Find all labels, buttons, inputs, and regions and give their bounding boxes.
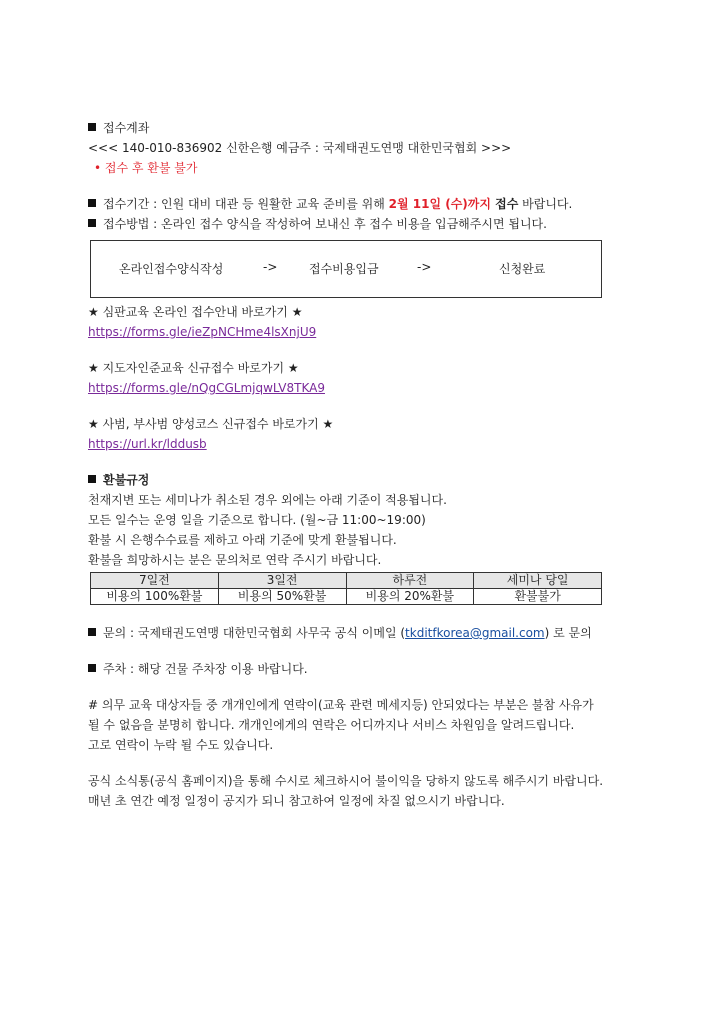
process-flow-box [90,240,602,298]
square-bullet-icon [88,664,96,672]
notice-line: 고로 연락이 누락 될 수도 있습니다. [88,738,274,752]
link-instructor-certification[interactable]: https://forms.gle/nQgCGLmjqwLV8TKA9 [88,381,325,395]
refund-value-cell: 비용의 50%환불 [218,589,346,605]
refund-table [90,572,602,605]
notice-line: 될 수 없음을 분명히 합니다. 개개인에게의 연락은 어디까지나 서비스 차원임을 알려드립니다. [88,718,575,732]
no-refund-note: • 접수 후 환불 불가 [94,161,198,175]
square-bullet-icon [88,123,96,131]
square-bullet-icon [88,475,96,483]
closing-line: 매년 초 연간 예정 일정이 공지가 되니 참고하여 일정에 차질 없으시기 바랍니다. [88,794,505,808]
refund-line: 환불을 희망하시는 분은 문의처로 연락 주시기 바랍니다. [88,553,382,567]
contact-suffix: ) 로 문의 [544,626,592,640]
notice-line: # 의무 교육 대상자들 중 개개인에게 연락이(교육 관련 메세지등) 안되었다는 부분은 불참 사유가 [88,698,594,712]
contact-line [88,623,648,643]
account-heading-line [88,118,648,138]
link-label-referee: ★ 심판교육 온라인 접수안내 바로가기 ★ [88,305,303,319]
account-heading: 접수계좌 [103,121,150,135]
period-bold-word: 접수 [490,197,519,211]
account-info: <<< 140-010-836902 신한은행 예금주 : 국제태권도연맹 대한민국협회 >>> [88,141,512,155]
refund-line: 천재지변 또는 세미나가 취소된 경우 외에는 아래 기준이 적용됩니다. [88,493,447,507]
refund-table-header-row [91,573,602,589]
refund-header-cell: 하루전 [346,573,474,589]
refund-value-cell: 비용의 20%환불 [346,589,474,605]
flow-arrow-2: -> [417,260,432,274]
method-text: 접수방법 : 온라인 접수 양식을 작성하여 보내신 후 접수 비용을 입금해주시면 됩니다. [103,217,547,231]
contact-prefix: 문의 : 국제태권도연맹 대한민국협회 사무국 공식 이메일 ( [103,626,406,640]
link-master-course[interactable]: https://url.kr/lddusb [88,437,207,451]
period-suffix: 바랍니다. [518,197,573,211]
refund-header-cell: 3일전 [218,573,346,589]
refund-value-cell: 환불불가 [474,589,602,605]
period-line [88,194,648,214]
refund-heading-line [88,470,648,490]
refund-table-value-row [91,589,602,605]
closing-line: 공식 소식통(공식 홈페이지)을 통해 수시로 체크하시어 불이익을 당하지 않도록 해주시기 바랍니다. [88,774,604,788]
refund-header-cell: 7일전 [91,573,219,589]
period-prefix: 접수기간 : 인원 대비 대관 등 원활한 교육 준비를 위해 [103,197,389,211]
flow-step-3: 신청완료 [499,262,546,276]
link-label-instructor: ★ 지도자인준교육 신규접수 바로가기 ★ [88,361,299,375]
flow-step-2: 접수비용입금 [309,262,379,276]
flow-step-1: 온라인접수양식작성 [119,262,224,276]
refund-line: 모든 일수는 운영 일을 기준으로 합니다. (월~금 11:00~19:00) [88,513,426,527]
document-body [88,118,648,811]
square-bullet-icon [88,199,96,207]
flow-arrow-1: -> [263,260,278,274]
refund-value-cell: 비용의 100%환불 [91,589,219,605]
parking-line [88,659,648,679]
method-line [88,214,648,234]
square-bullet-icon [88,219,96,227]
contact-email-link[interactable]: tkditfkorea@gmail.com [405,626,545,640]
period-deadline: 2월 11일 (수)까지 [388,197,491,211]
refund-line: 환불 시 은행수수료를 제하고 아래 기준에 맞게 환불됩니다. [88,533,397,547]
refund-heading: 환불규정 [103,473,150,487]
refund-header-cell: 세미나 당일 [474,573,602,589]
parking-text: 주차 : 해당 건물 주차장 이용 바랍니다. [103,662,308,676]
link-label-master-course: ★ 사범, 부사범 양성코스 신규접수 바로가기 ★ [88,417,334,431]
link-referee-education[interactable]: https://forms.gle/ieZpNCHme4lsXnjU9 [88,325,317,339]
square-bullet-icon [88,628,96,636]
